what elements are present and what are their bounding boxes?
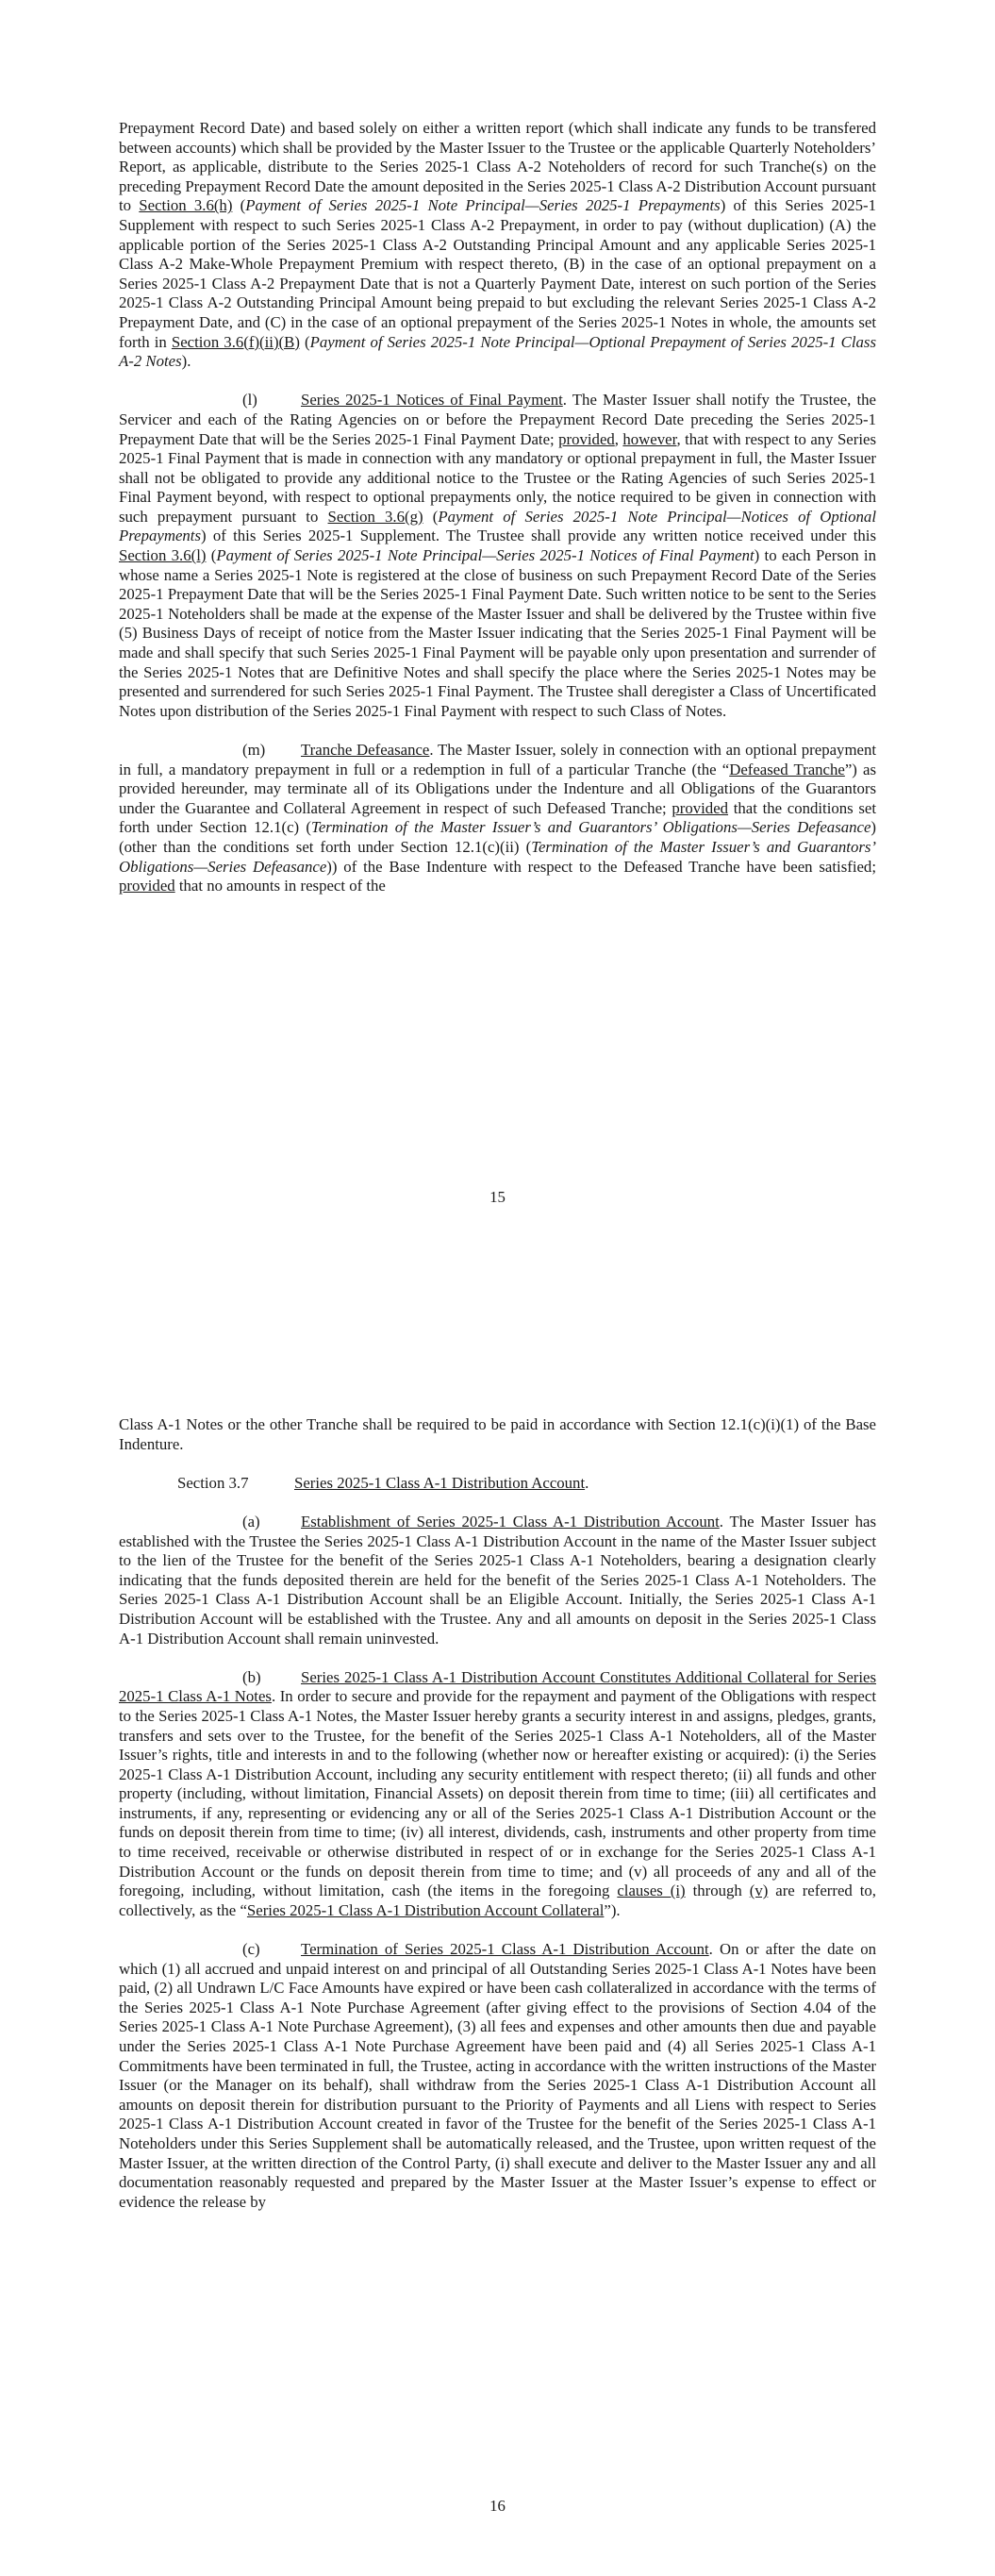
- clause-heading: Termination of Series 2025-1 Class A-1 Distribution Account: [301, 1940, 709, 1959]
- clause-heading: Tranche Defeasance: [301, 741, 430, 759]
- clause-label: (l): [242, 391, 257, 410]
- section-heading: Section 3.7 Series 2025-1 Class A-1 Distribution Account.: [177, 1473, 589, 1492]
- section-title: Series 2025-1 Class A-1 Distribution Account: [294, 1473, 586, 1492]
- clause-heading: Establishment of Series 2025-1 Class A-1 Distribution Account: [301, 1512, 720, 1531]
- cross-reference: Section 3.6(g): [327, 507, 423, 526]
- paragraph-a-establishment: (a) Establishment of Series 2025-1 Class A-1 Distribution Account. The Master Issuer has established with the Trustee the Series 2025-1 Class A-1 Distribution Account in the name of the Master Issuer subject to the lien of the Trustee for the benefit of the Series 2025-1 Class A-1 Noteholders, bearing a designation clearly indicating that the funds deposited therein are held for the benefit of the Series 2025-1 Class A-1 Noteholders. The Series 2025-1 Class A-1 Distribution Account shall be an Eligible Account. Initially, the Series 2025-1 Class A-1 Distribution Account will be established with the Trustee. Any and all amounts on deposit in the Series 2025-1 Class A-1 Distribution Account shall remain uninvested.: [119, 1512, 876, 1648]
- clause-heading: Series 2025-1 Class A-1 Distribution Account Constitutes Additional Collateral for Series 2025-1 Class A-1 Notes: [119, 1667, 876, 1706]
- paragraph-prepayment-distribution: Prepayment Record Date) and based solely on either a written report (which shall indicate any funds to be transfered between accounts) which shall be provided by the Master Issuer to the Trustee or the applicable Quarterly Noteholders’ Report, as applicable, distribute to the Series 2025-1 Class A-2 Noteholders of record for such Tranche(s) on the preceding Prepayment Record Date the amount deposited in the Series 2025-1 Class A-2 Distribution Account pursuant to Section 3.6(h) (Payment of Series 2025-1 Note Principal—Series 2025-1 Prepayments) of this Series 2025-1 Supplement with respect to such Series 2025-1 Class A-2 Prepayment, in order to pay (without duplication) (A) the applicable portion of the Series 2025-1 Class A-2 Outstanding Principal Amount and any applicable Series 2025-1 Class A-2 Make-Whole Prepayment Premium with respect thereto, (B) in the case of an optional prepayment on a Series 2025-1 Class A-2 Prepayment Date that is not a Quarterly Payment Date, interest on such portion of the Series 2025-1 Class A-2 Outstanding Principal Amount being prepaid to but excluding the relevant Series 2025-1 Class A-2 Prepayment Date, and (C) in the case of an optional prepayment of the Series 2025-1 Notes in whole, the amounts set forth in Section 3.6(f)(ii)(B) (Payment of Series 2025-1 Note Principal—Optional Prepayment of Series 2025-1 Class A-2 Notes).: [119, 119, 876, 371]
- section-number: Section 3.7: [177, 1473, 249, 1492]
- paragraph-m-tranche-defeasance: (m) Tranche Defeasance. The Master Issuer, solely in connection with an optional prepayment in full, a mandatory prepayment in full or a redemption in full of a particular Tranche (the “Defeased Tranche”) as provided hereunder, may terminate all of its Obligations under the Indenture and all Obligations of the Guarantors under the Guarantee and Collateral Agreement in respect of such Defeased Tranche; provided that the conditions set forth under Section 12.1(c) (Termination of the Master Issuer’s and Guarantors’ Obligations—Series Defeasance) (other than the conditions set forth under Section 12.1(c)(ii) (Termination of the Master Issuer’s and Guarantors’ Obligations—Series Defeasance)) of the Base Indenture with respect to the Defeased Tranche have been satisfied; provided that no amounts in respect of the: [119, 741, 877, 895]
- clause-label: (c): [242, 1940, 260, 1959]
- cross-reference: Section 3.6(h): [139, 196, 233, 215]
- page-16-body: [119, 1415, 876, 2232]
- defined-term: Series 2025-1 Class A-1 Distribution Account Collateral: [246, 1900, 605, 1919]
- cross-reference: Section 3.6(l): [119, 546, 207, 565]
- clause-heading: Series 2025-1 Notices of Final Payment: [301, 391, 563, 410]
- paragraph-l-notices-of-final-payment: (l) Series 2025-1 Notices of Final Payment. The Master Issuer shall notify the Trustee, the Servicer and each of the Rating Agencies on or before the Prepayment Record Date preceding the Series 2025-1 Prepayment Date that will be the Series 2025-1 Final Payment Date; provided, however, that with respect to any Series 2025-1 Final Payment that is made in connection with any mandatory or optional prepayment in full, the Master Issuer shall not be obligated to provide any additional notice to the Trustee or the Rating Agencies of such Series 2025-1 Final Payment beyond, with respect to optional prepayments only, the notice required to be given in connection with such prepayment pursuant to Section 3.6(g) (Payment of Series 2025-1 Note Principal—Notices of Optional Prepayments) of this Series 2025-1 Supplement. The Trustee shall provide any written notice received under this Section 3.6(l) (Payment of Series 2025-1 Note Principal—Series 2025-1 Notices of Final Payment) to each Person in whose name a Series 2025-1 Note is registered at the close of business on such Prepayment Record Date of the Series 2025-1 Prepayment Date that will be the Series 2025-1 Final Payment Date. Such written notice to be sent to the Series 2025-1 Noteholders shall be made at the expense of the Master Issuer and shall be delivered by the Trustee within five (5) Business Days of receipt of notice from the Master Issuer indicating that the Series 2025-1 Final Payment will be made and shall specify that such Series 2025-1 Final Payment will be payable only upon presentation and surrender of the Series 2025-1 Notes that are Definitive Notes and shall specify the place where the Series 2025-1 Notes may be presented and surrendered for such Series 2025-1 Final Payment. The Trustee shall deregister a Class of Uncertificated Notes upon distribution of the Series 2025-1 Final Payment with respect to such Class of Notes.: [119, 391, 877, 720]
- page-number: 15: [489, 1188, 506, 1206]
- clause-label: (b): [242, 1667, 261, 1686]
- page-number: 16: [489, 2497, 506, 2515]
- clause-label: (a): [242, 1512, 260, 1531]
- clause-label: (m): [242, 741, 266, 759]
- paragraph-c-termination: (c) Termination of Series 2025-1 Class A-1 Distribution Account. On or after the date on which (1) all accrued and unpaid interest on and principal of all Outstanding Series 2025-1 Class A-1 Notes have been paid, (2) all Undrawn L/C Face Amounts have expired or have been cash collateralized in accordance with the terms of the Series 2025-1 Class A-1 Note Purchase Agreement (after giving effect to the provisions of Section 4.04 of the Series 2025-1 Class A-1 Note Purchase Agreement), (3) all fees and expenses and other amounts then due and payable under the Series 2025-1 Class A-1 Note Purchase Agreement have been paid and (4) all Series 2025-1 Class A-1 Commitments have been terminated in full, the Trustee, acting in accordance with the written instructions of the Master Issuer (or the Manager on its behalf), shall withdraw from the Series 2025-1 Class A-1 Distribution Account all amounts on deposit therein for distribution pursuant to the Priority of Payments and all Liens with respect to Series 2025-1 Class A-1 Distribution Account created in favor of the Trustee for the benefit of the Series 2025-1 Class A-1 Noteholders under this Series Supplement shall be automatically released, and the Trustee, upon written request of the Master Issuer, at the written direction of the Control Party, (i) shall execute and deliver to the Master Issuer any and all documentation reasonably requested and prepared by the Master Issuer at the Master Issuer’s expense to effect or evidence the release by: [119, 1940, 876, 2211]
- paragraph-b-additional-collateral: (b) Series 2025-1 Class A-1 Distribution Account Constitutes Additional Collateral for Series 2025-1 Class A-1 Notes. In order to secure and provide for the repayment and payment of the Obligations with respect to the Series 2025-1 Class A-1 Notes, the Master Issuer hereby grants a security interest in and assigns, pledges, grants, transfers and sets over to the Trustee, for the benefit of the Series 2025-1 Class A-1 Noteholders, all of the Master Issuer’s rights, title and interests in and to the following (whether now or hereafter existing or acquired): (i) the Series 2025-1 Class A-1 Distribution Account, including any security entitlement with respect thereto; (ii) all funds and other property (including, without limitation, Financial Assets) on deposit therein from time to time; (iii) all certificates and instruments, if any, representing or evidencing any or all of the Series 2025-1 Class A-1 Distribution Account or the funds on deposit therein from time to time; (iv) all interest, dividends, cash, instruments and other property from time to time received, receivable or otherwise distributed in respect of or in exchange for the Series 2025-1 Class A-1 Distribution Account or the funds on deposit therein from time to time; and (v) all proceeds of any and all of the foregoing, including, without limitation, cash (the items in the foregoing clauses (i) through (v) are referred to, collectively, as the “Series 2025-1 Class A-1 Distribution Account Collateral”).: [119, 1667, 876, 1919]
- cross-reference: Section 3.6(f)(ii)(B): [171, 332, 300, 351]
- page-15-body: [119, 119, 876, 915]
- paragraph-continuation: Class A-1 Notes or the other Tranche shall be required to be paid in accordance with Section 12.1(c)(i)(1) of the Base Indenture.: [119, 1415, 876, 1453]
- page-16: [0, 1288, 995, 2576]
